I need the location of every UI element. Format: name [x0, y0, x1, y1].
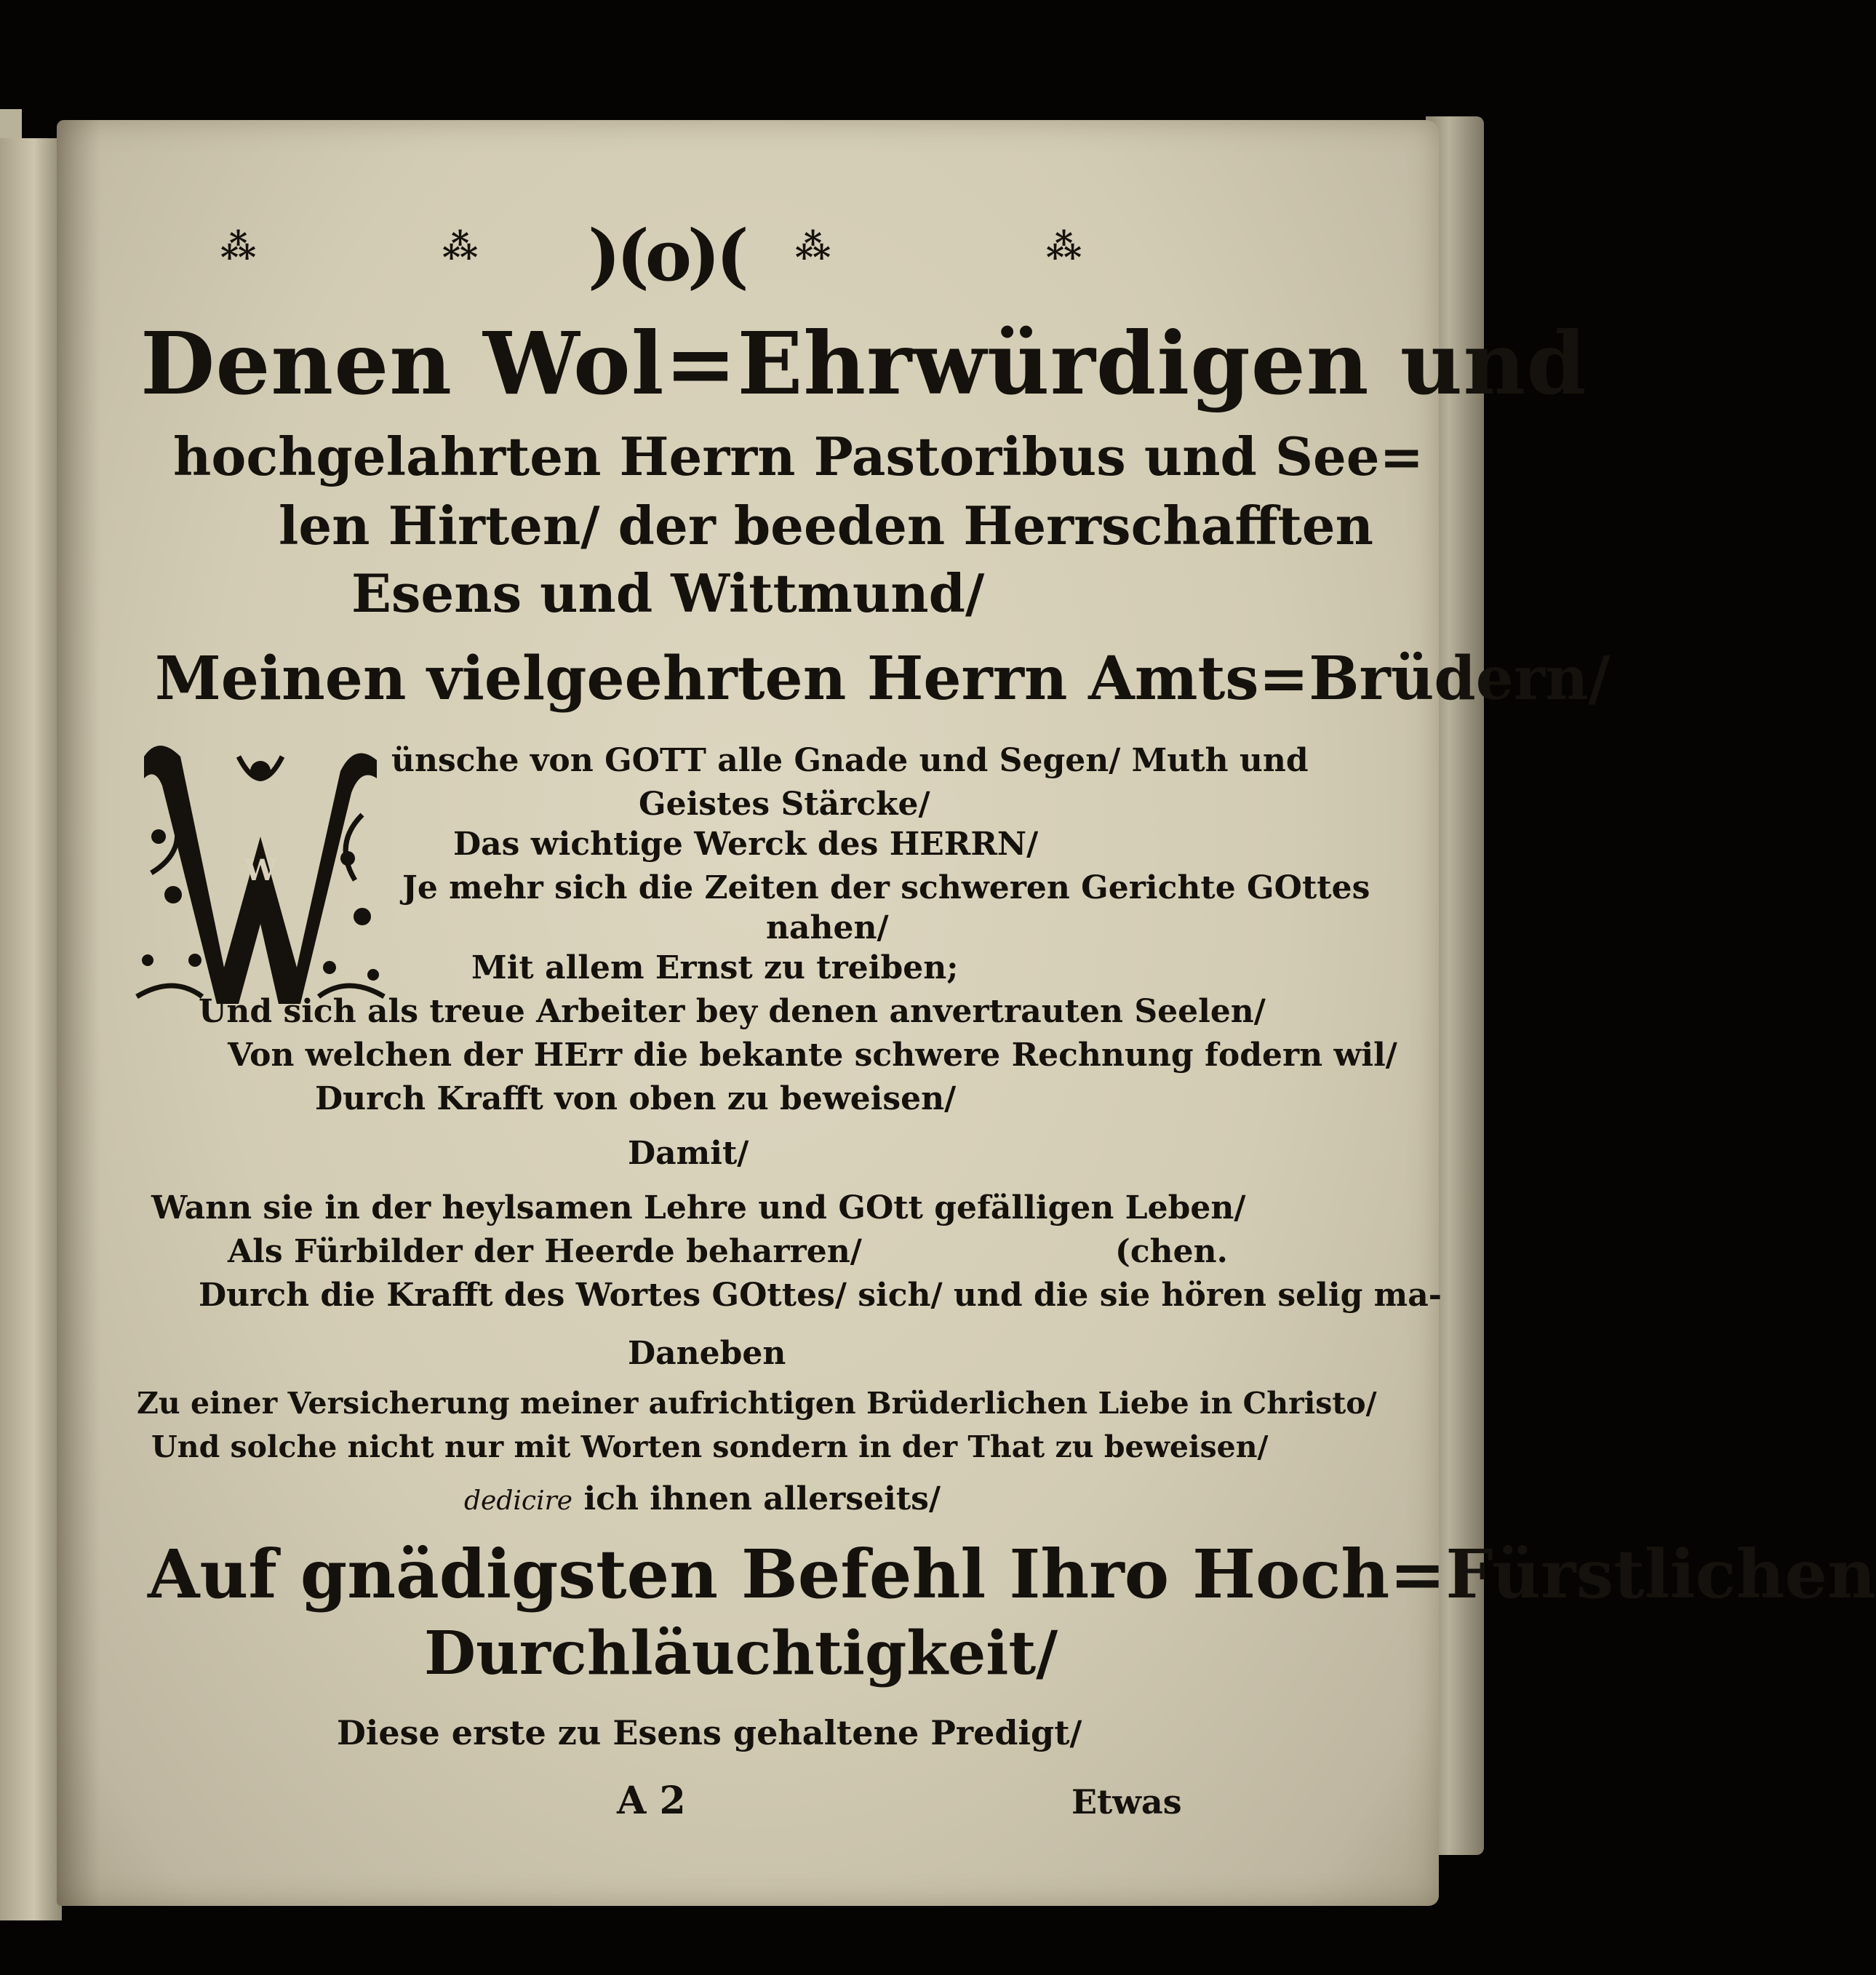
body-line: Das wichtige Werck des HERRN/ — [453, 826, 1039, 863]
body-line: Geistes Stärcke/ — [639, 786, 930, 823]
decorated-initial-w — [129, 727, 391, 1011]
body-line-turnover: (chen. — [1115, 1233, 1228, 1270]
body-line: Mit allem Ernst zu treiben; — [471, 949, 959, 986]
body-line: Wann sie in der heylsamen Lehre und GOtt gefälligen Leben/ — [151, 1189, 1246, 1226]
italic-word: dedicire — [464, 1486, 573, 1516]
body-line: Damit/ — [628, 1135, 749, 1172]
title-line-4: Esens und Wittmund/ — [351, 562, 985, 624]
catchword: Etwas — [1071, 1782, 1182, 1822]
dedication-rest: ich ihnen allerseits/ — [583, 1480, 941, 1517]
asterism-ornament: ⁂ — [1046, 226, 1082, 267]
body-line: Als Fürbilder der Heerde beharren/ — [228, 1233, 862, 1270]
asterism-ornament: ⁂ — [795, 226, 831, 267]
title-line-2: hochgelahrten Herrn Pastoribus und See= — [173, 426, 1424, 487]
subhead-line-2: Durchläuchtigkeit/ — [424, 1619, 1058, 1688]
body-line: Daneben — [628, 1335, 786, 1372]
printed-page — [57, 120, 1876, 1906]
subhead-line-1: Auf gnädigsten Befehl Ihro Hoch=Fürstlichen — [148, 1535, 1876, 1613]
asterism-ornament: ⁂ — [442, 226, 479, 267]
ornament-row — [57, 207, 1439, 295]
asterism-ornament: ⁂ — [220, 226, 257, 267]
closing-line: Diese erste zu Esens gehaltene Predigt/ — [337, 1713, 1082, 1752]
body-line: Zu einer Versicherung meiner aufrichtigen Brüderlichen Liebe in Christo/ — [137, 1386, 1377, 1421]
central-fleuron-ornament: )(o)( — [588, 215, 745, 297]
body-line: Je mehr sich die Zeiten der schweren Gerichte GOttes — [402, 869, 1370, 906]
title-line-1: Denen Wol=Ehrwürdigen und — [140, 313, 1587, 414]
drop-cap-letter: W — [244, 853, 277, 887]
dedication-heading: Meinen vielgeehrten Herrn Amts=Brüdern/ — [155, 644, 1610, 714]
facing-page-edge — [0, 138, 62, 1920]
body-line: ünsche von GOTT alle Gnade und Segen/ Muth und — [391, 742, 1309, 779]
body-line: Durch die Krafft des Wortes GOttes/ sich/ und die sie hören selig ma- — [199, 1277, 1442, 1314]
page-gutter-shadow — [57, 120, 100, 1906]
left-page-flap — [0, 109, 22, 138]
signature-mark: A 2 — [617, 1779, 686, 1823]
body-line: Und solche nicht nur mit Worten sondern in der That zu beweisen/ — [151, 1429, 1269, 1464]
title-line-3: len Hirten/ der beeden Herrschafften — [279, 495, 1373, 556]
body-line: Durch Krafft von oben zu beweisen/ — [315, 1080, 957, 1117]
dedication-line — [464, 1480, 941, 1517]
body-line: nahen/ — [766, 909, 889, 946]
body-line: Und sich als treue Arbeiter bey denen anvertrauten Seelen/ — [199, 993, 1266, 1030]
body-line: Von welchen der HErr die bekante schwere Rechnung fodern wil/ — [228, 1037, 1397, 1074]
